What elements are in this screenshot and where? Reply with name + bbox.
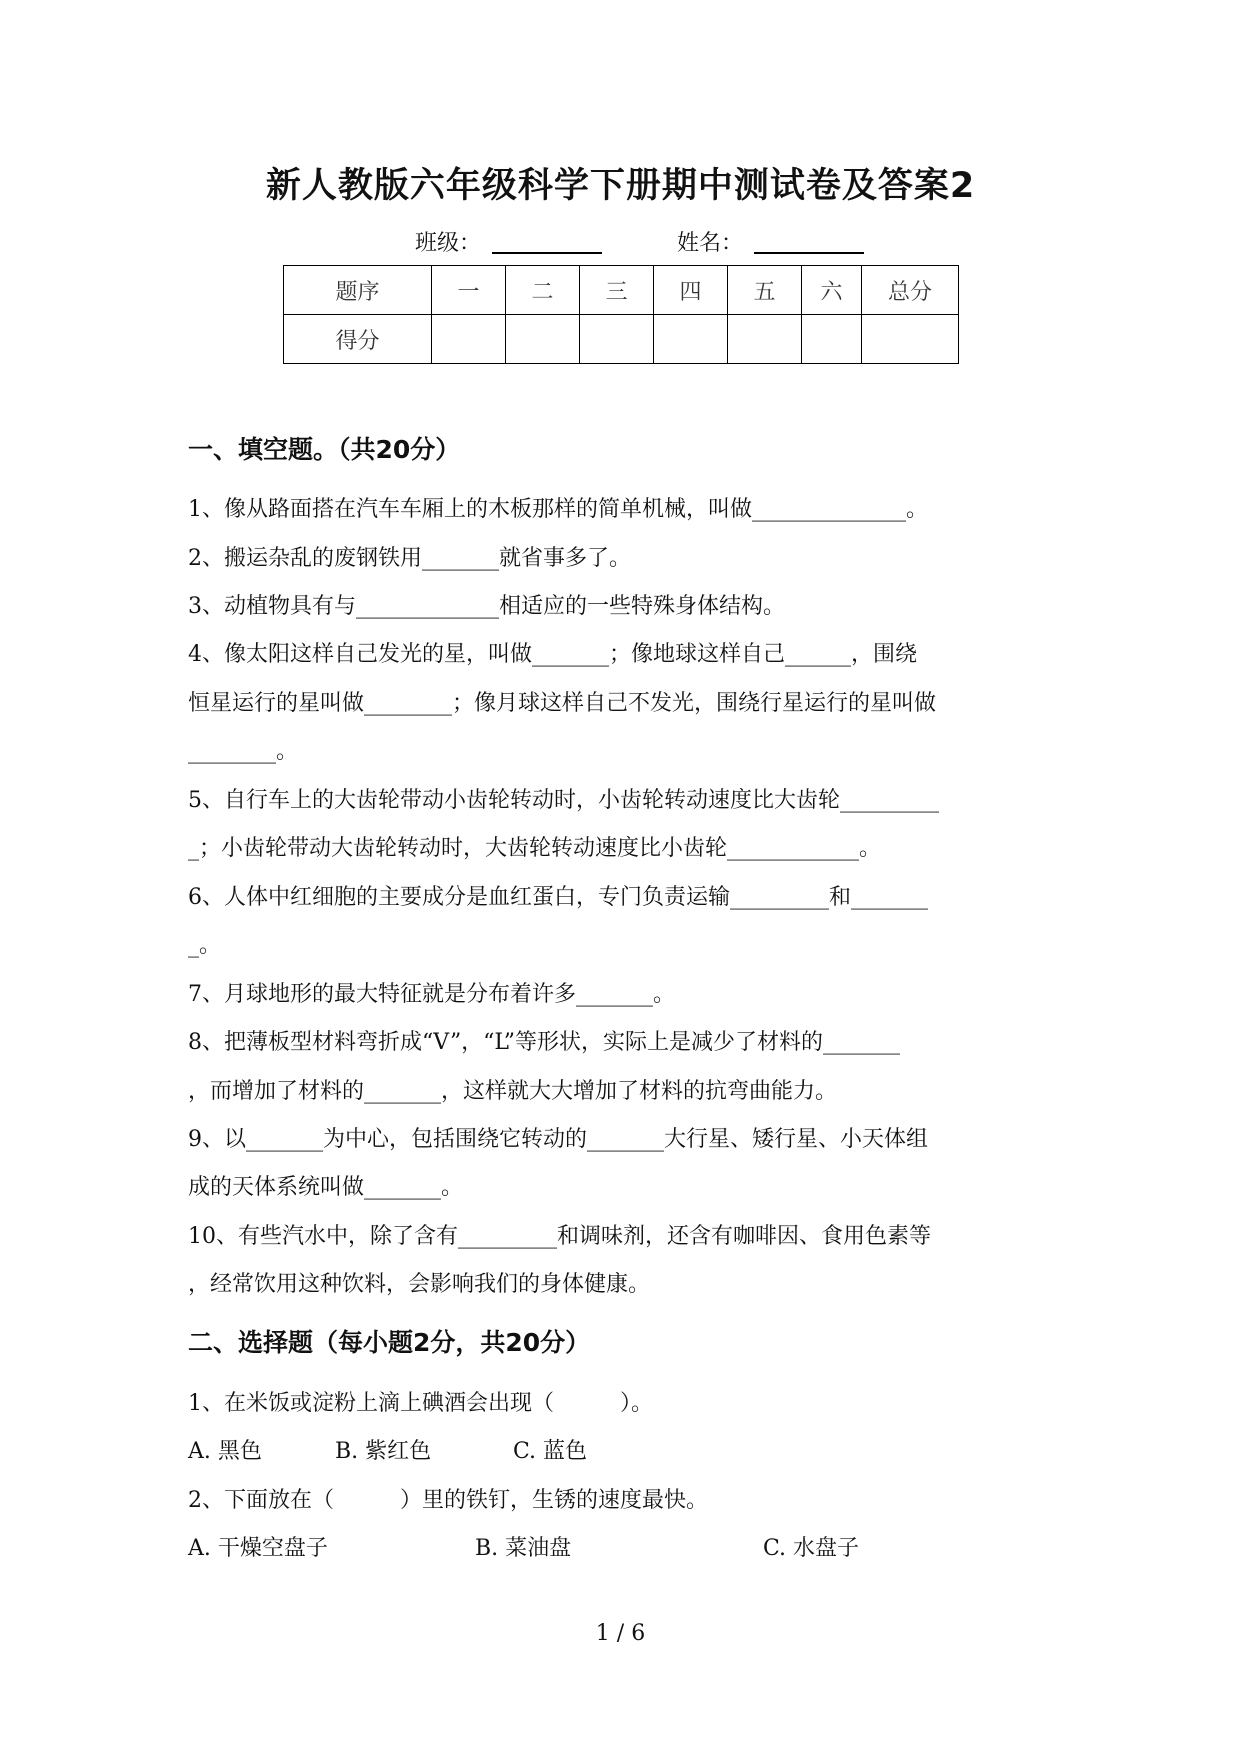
class-label: 班级： — [415, 231, 482, 256]
column-header: 三 — [580, 266, 654, 315]
section2-heading: 二、选择题（每小题2分，共20分） — [188, 1328, 591, 1357]
question-line: _；小齿轮带动大齿轮转动时，大齿轮转动速度比小齿轮____________。 — [188, 836, 882, 861]
name-blank[interactable] — [754, 252, 864, 254]
question-line: _。 — [188, 933, 222, 958]
option-b[interactable]: B. 紫红色 — [335, 1439, 432, 1464]
score-table — [283, 265, 959, 364]
question-line: 2、搬运杂乱的废钢铁用_______就省事多了。 — [188, 546, 631, 571]
header-label-cell: 题序 — [284, 266, 432, 315]
score-cell[interactable] — [654, 315, 728, 364]
column-header: 二 — [506, 266, 580, 315]
question-line: 8、把薄板型材料弯折成“V”，“L”等形状，实际上是减少了材料的_______ — [188, 1030, 901, 1055]
question-line: ________。 — [188, 739, 299, 764]
question-line: 恒星运行的星叫做________；像月球这样自己不发光，围绕行星运行的星叫做 — [188, 691, 937, 716]
page-title: 新人教版六年级科学下册期中测试卷及答案2 — [265, 166, 976, 206]
question-line: 6、人体中红细胞的主要成分是血红蛋白，专门负责运输_________和_______ — [188, 885, 928, 910]
question-line: 7、月球地形的最大特征就是分布着许多_______。 — [188, 982, 675, 1007]
class-blank[interactable] — [492, 252, 602, 254]
choice-question-1: 1、在米饭或淀粉上滴上碘酒会出现（ ）。 — [188, 1391, 653, 1416]
question-line: 3、动植物具有与_____________相适应的一些特殊身体结构。 — [188, 594, 785, 619]
score-cell[interactable] — [802, 315, 862, 364]
question-line: 9、以_______为中心，包括围绕它转动的_______大行星、矮行星、小天体组 — [188, 1127, 928, 1152]
option-a[interactable]: A. 黑色 — [188, 1439, 262, 1464]
score-table-score-row — [284, 315, 959, 364]
row-label-cell: 得分 — [284, 315, 432, 364]
column-header-total: 总分 — [862, 266, 959, 315]
column-header: 四 — [654, 266, 728, 315]
score-cell[interactable] — [580, 315, 654, 364]
score-cell[interactable] — [432, 315, 506, 364]
score-cell-total[interactable] — [862, 315, 959, 364]
option-b[interactable]: B. 菜油盘 — [475, 1536, 572, 1561]
question-line: ，经常饮用这种饮料，会影响我们的身体健康。 — [188, 1272, 651, 1297]
question-line: 5、自行车上的大齿轮带动小齿轮转动时，小齿轮转动速度比大齿轮_________ — [188, 788, 939, 813]
score-cell[interactable] — [506, 315, 580, 364]
column-header: 六 — [802, 266, 862, 315]
question-line: ，而增加了材料的_______，这样就大大增加了材料的抗弯曲能力。 — [188, 1079, 838, 1104]
question-line: 1、像从路面搭在汽车车厢上的木板那样的简单机械，叫做______________。 — [188, 497, 928, 522]
option-c[interactable]: C. 蓝色 — [513, 1439, 588, 1464]
question-line: 成的天体系统叫做_______。 — [188, 1175, 464, 1200]
column-header: 五 — [728, 266, 802, 315]
page-number: 1 / 6 — [595, 1621, 646, 1646]
section1-heading: 一、填空题。（共20分） — [188, 435, 461, 464]
name-label: 姓名： — [677, 231, 744, 256]
score-table-header-row — [284, 266, 959, 315]
question-line: 10、有些汽水中，除了含有_________和调味剂，还含有咖啡因、食用色素等 — [188, 1224, 931, 1249]
option-a[interactable]: A. 干燥空盘子 — [188, 1536, 328, 1561]
column-header: 一 — [432, 266, 506, 315]
question-line: 4、像太阳这样自己发光的星，叫做_______；像地球这样自己______，围绕 — [188, 642, 917, 667]
option-c[interactable]: C. 水盘子 — [763, 1536, 860, 1561]
choice-question-2: 2、下面放在（ ）里的铁钉，生锈的速度最快。 — [188, 1488, 708, 1513]
score-cell[interactable] — [728, 315, 802, 364]
